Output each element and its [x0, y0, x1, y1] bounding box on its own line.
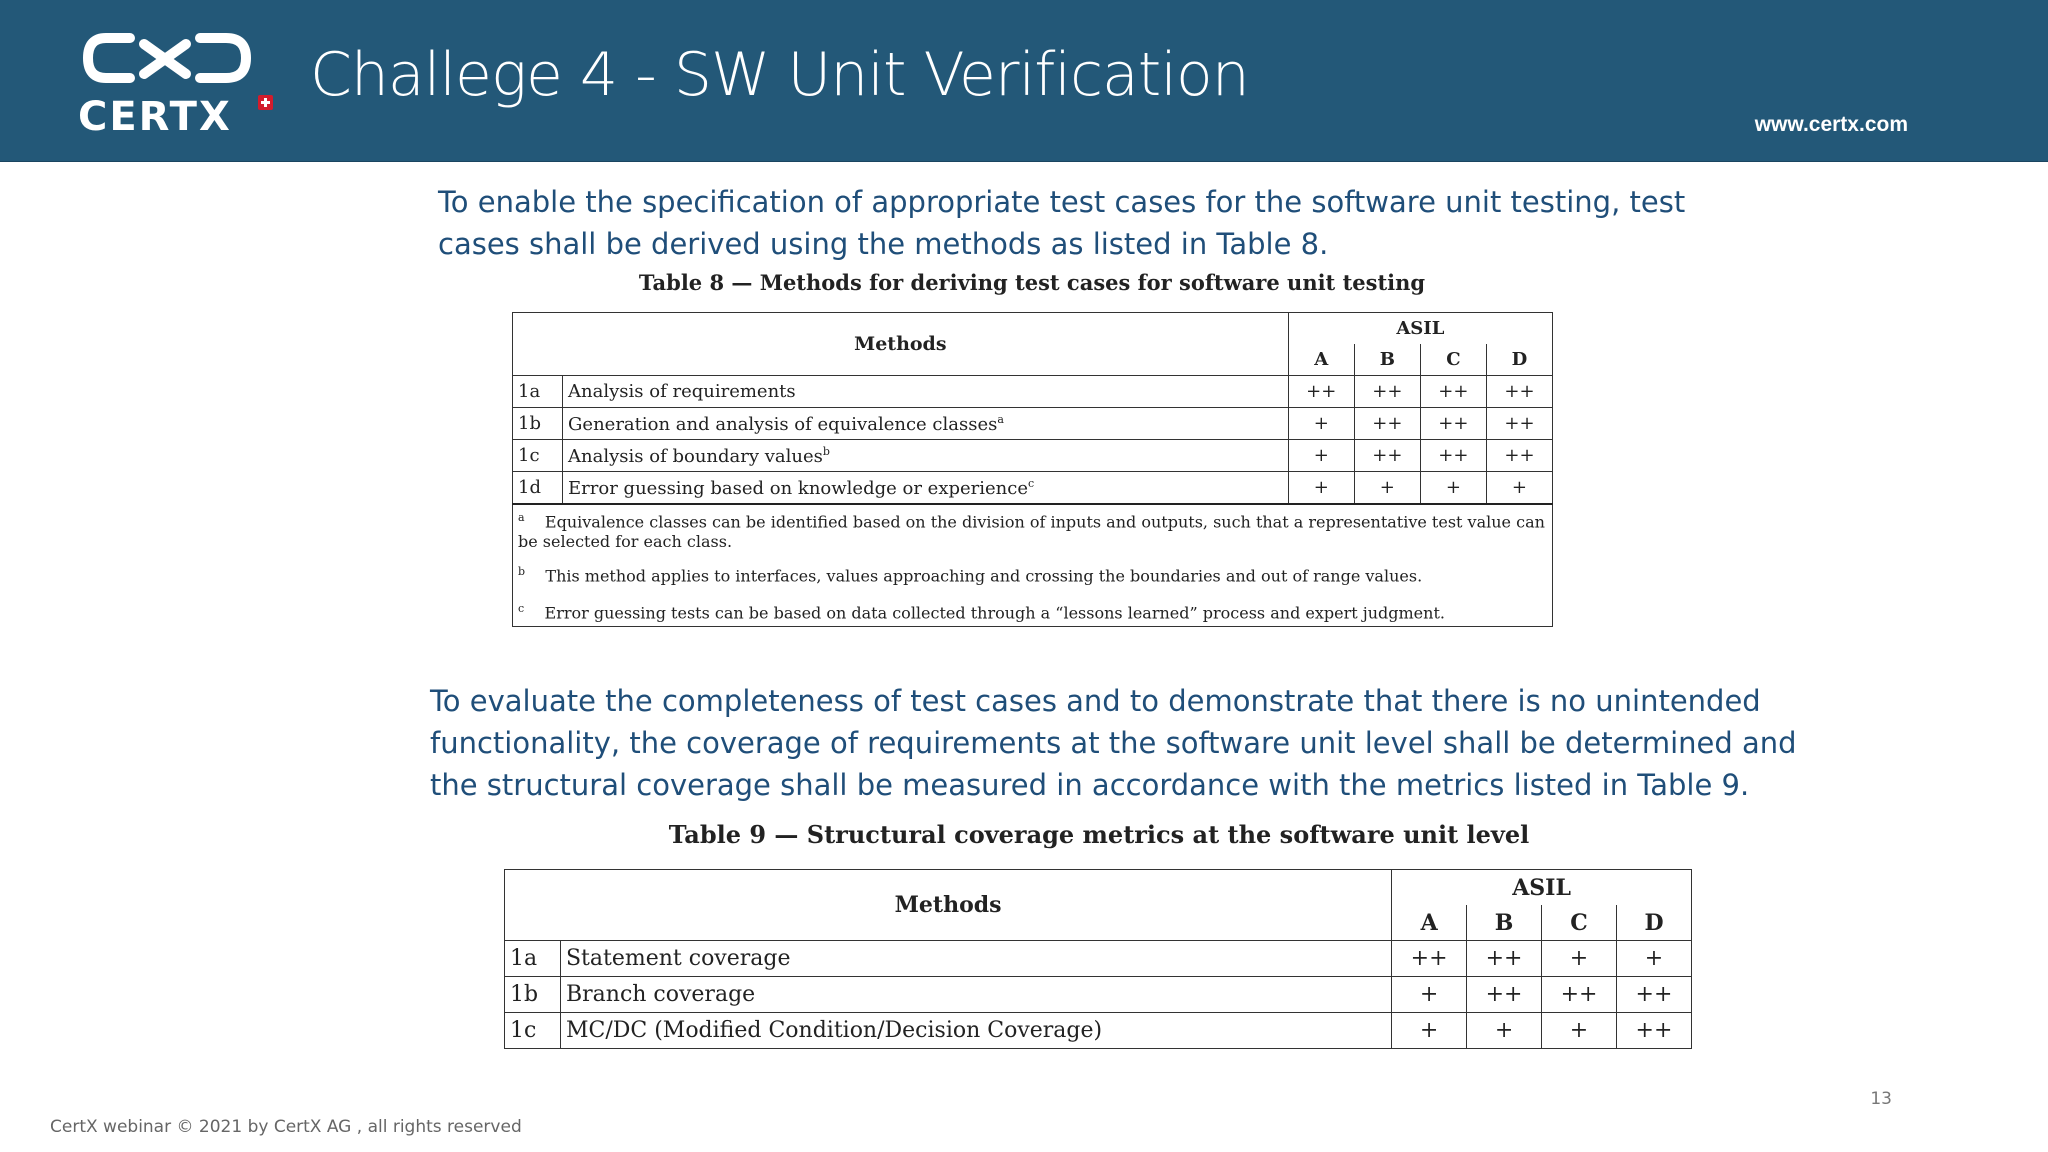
row-id: 1c	[513, 440, 563, 472]
row-id: 1b	[505, 977, 561, 1013]
swiss-cross-icon	[258, 95, 273, 110]
row-id: 1c	[505, 1013, 561, 1049]
website-url: www.certx.com	[1754, 113, 1908, 136]
asil-b-cell: ++	[1354, 408, 1420, 440]
table-row	[513, 376, 1553, 408]
method-name: Branch coverage	[560, 977, 1391, 1013]
asil-d-cell: ++	[1616, 1013, 1691, 1049]
asil-level-b: B	[1354, 344, 1420, 376]
asil-level-a: A	[1392, 905, 1467, 941]
asil-level-a: A	[1288, 344, 1354, 376]
row-id: 1a	[505, 941, 561, 977]
footer-copyright: CertX webinar © 2021 by CertX AG , all rights reserved	[50, 1117, 522, 1137]
footnote-text: Error guessing tests can be based on data collected through a “lessons learned” process and expert judgment.	[544, 602, 1445, 622]
footnote-mark: a	[518, 511, 525, 524]
table-row	[505, 977, 1692, 1013]
asil-d-cell: ++	[1486, 440, 1552, 472]
asil-c-cell: ++	[1420, 376, 1486, 408]
table8-caption: Table 8 — Methods for deriving test cases for software unit testing	[638, 270, 1426, 295]
asil-level-d: D	[1616, 905, 1691, 941]
method-name: Analysis of boundary values	[568, 445, 823, 467]
asil-b-cell: ++	[1354, 376, 1420, 408]
asil-header: ASIL	[1288, 313, 1552, 345]
footnote-ref: a	[997, 412, 1004, 426]
asil-level-c: C	[1420, 344, 1486, 376]
table-row	[513, 408, 1553, 440]
asil-b-cell: ++	[1354, 440, 1420, 472]
page-number: 13	[1870, 1089, 1892, 1109]
asil-a-cell: ++	[1288, 376, 1354, 408]
asil-level-b: B	[1467, 905, 1542, 941]
row-id: 1d	[513, 472, 563, 505]
asil-b-cell: +	[1354, 472, 1420, 505]
method-name: Statement coverage	[560, 941, 1391, 977]
row-id: 1b	[513, 408, 563, 440]
method-cell	[563, 440, 1289, 472]
methods-header: Methods	[513, 313, 1289, 376]
asil-c-cell: ++	[1542, 977, 1617, 1013]
asil-level-d: D	[1486, 344, 1552, 376]
footnote-text: Equivalence classes can be identified based on the division of inputs and outputs, such that a representative test value can be selected for each class.	[518, 512, 1545, 552]
asil-a-cell: +	[1392, 1013, 1467, 1049]
asil-a-cell: +	[1288, 440, 1354, 472]
asil-c-cell: +	[1420, 472, 1486, 505]
asil-d-cell: ++	[1486, 408, 1552, 440]
table-row	[505, 1013, 1692, 1049]
asil-b-cell: +	[1467, 1013, 1542, 1049]
slide-header	[0, 0, 2048, 162]
table-row	[513, 472, 1553, 505]
method-cell	[563, 376, 1289, 408]
logo-mark-icon	[78, 26, 278, 96]
asil-d-cell: +	[1616, 941, 1691, 977]
table-row	[505, 941, 1692, 977]
table-row	[513, 440, 1553, 472]
method-name: Error guessing based on knowledge or experience	[568, 477, 1028, 499]
method-name: MC/DC (Modified Condition/Decision Coverage)	[560, 1013, 1391, 1049]
slide-title: Challege 4 - SW Unit Verification	[310, 40, 1249, 110]
method-cell	[563, 408, 1289, 440]
asil-d-cell: ++	[1486, 376, 1552, 408]
asil-a-cell: +	[1288, 472, 1354, 505]
footnote	[518, 599, 1547, 623]
method-name: Analysis of requirements	[568, 381, 796, 402]
footnote-mark: c	[518, 601, 525, 615]
table9	[504, 869, 1692, 1049]
method-cell	[563, 472, 1289, 505]
footnote-ref: c	[1028, 476, 1035, 490]
footnote-ref: b	[822, 444, 830, 458]
asil-a-cell: +	[1288, 408, 1354, 440]
footnote	[518, 508, 1547, 552]
certx-logo	[78, 26, 278, 138]
asil-a-cell: ++	[1392, 941, 1467, 977]
row-id: 1a	[513, 376, 563, 408]
intro-paragraph-1: To enable the specification of appropriate test cases for the software unit testing, test cases shall be derived using the methods as listed in Table 8.	[438, 185, 1686, 261]
asil-header: ASIL	[1392, 870, 1692, 906]
asil-c-cell: ++	[1420, 408, 1486, 440]
footnote	[518, 562, 1547, 586]
asil-c-cell: +	[1542, 941, 1617, 977]
table9-caption: Table 9 — Structural coverage metrics at the software unit level	[668, 820, 1530, 849]
methods-header: Methods	[505, 870, 1392, 941]
asil-level-c: C	[1542, 905, 1617, 941]
asil-a-cell: +	[1392, 977, 1467, 1013]
method-name: Generation and analysis of equivalence classes	[568, 413, 998, 435]
asil-c-cell: +	[1542, 1013, 1617, 1049]
footnote-mark: b	[518, 565, 526, 579]
footnote-text: This method applies to interfaces, values approaching and crossing the boundaries and out of range values.	[545, 566, 1423, 586]
asil-b-cell: ++	[1467, 977, 1542, 1013]
table8	[512, 312, 1553, 627]
intro-paragraph-2: To evaluate the completeness of test cases and to demonstrate that there is no unintended functionality, the coverage of requirements at the software unit level shall be determined and the structural coverage shall be measured in accordance with the metrics listed in Table 9.	[430, 684, 1797, 802]
table8-footnotes	[513, 504, 1553, 626]
logo-text: CERTX	[78, 94, 232, 140]
asil-c-cell: ++	[1420, 440, 1486, 472]
asil-d-cell: +	[1486, 472, 1552, 505]
asil-d-cell: ++	[1616, 977, 1691, 1013]
asil-b-cell: ++	[1467, 941, 1542, 977]
